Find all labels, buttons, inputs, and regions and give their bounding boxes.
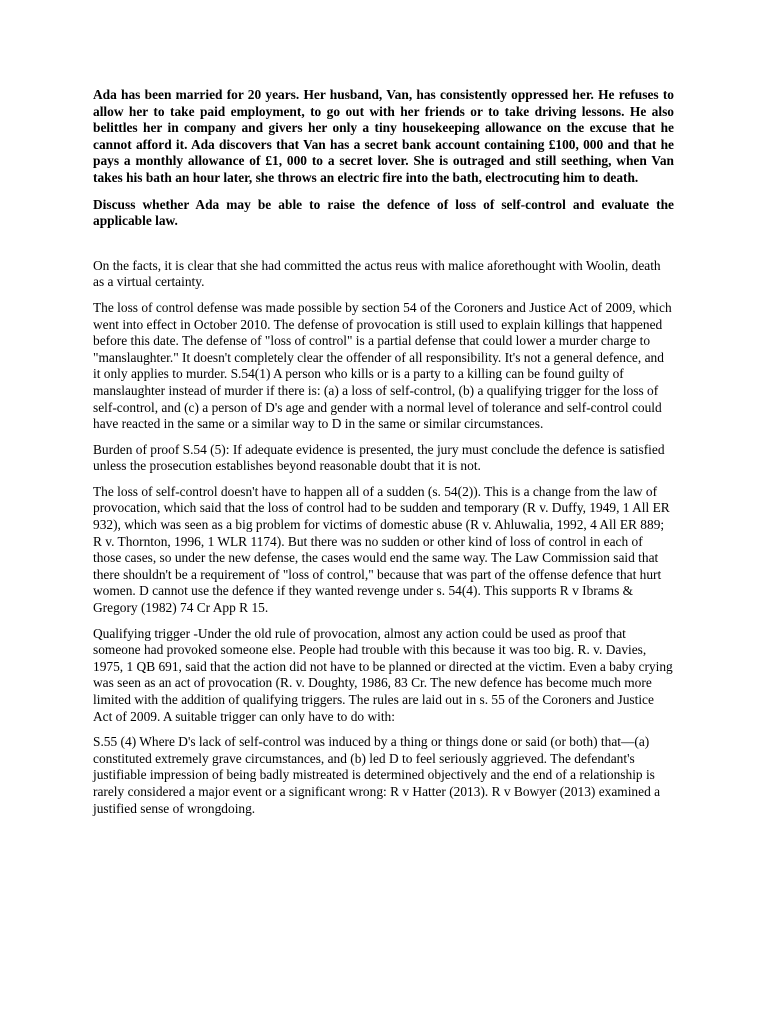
question-section bbox=[93, 87, 674, 230]
answer-paragraph-burden-of-proof: Burden of proof S.54 (5): If adequate evidence is presented, the jury must conclude the defence is satisfied unless the prosecution establishes beyond reasonable doubt that it is not. bbox=[93, 441, 665, 474]
answer-paragraph-intro: On the facts, it is clear that she had committed the actus reus with malice aforethought with Woolin, death as a virtual certainty. bbox=[93, 257, 661, 290]
answer-paragraph-s55-4: S.55 (4) Where D's lack of self-control was induced by a thing or things done or said (or both) that—(a) constituted extremely grave circumstances, and (b) led D to feel seriously aggrieved. The defendant's justifiable impression of being badly mistreated is determined objectively and the end of a relationship is rarely considered a major event or a significant wrong: R v Hatter (2013). R v Bowyer (2013) examined a justified sense of wrongdoing. bbox=[93, 734, 661, 816]
answer-paragraph-qualifying-trigger: Qualifying trigger -Under the old rule of provocation, almost any action could be used as proof that someone had provoked someone else. People had trouble with this because it was too big. R. v. Davies, 1975, 1 QB 691, said that the action did not have to be planned or directed at the victim. Even a baby crying was seen as an act of provocation (R. v. Doughty, 1986, 83 Cr. The new defence has become much more limited with the addition of qualifying triggers. The rules are laid out in s. 55 of the Coroners and Justice Act of 2009. A suitable trigger can only have to do with: bbox=[93, 625, 673, 724]
answer-paragraph-not-sudden: The loss of self-control doesn't have to happen all of a sudden (s. 54(2)). This is a change from the law of provocation, which said that the loss of control had to be sudden and temporary (R v. Duffy, 1949, 1 All ER 932), which was seen as a big problem for victims of domestic abuse (R v. Ahluwalia, 1992, 4 All ER 889; R v. Thornton, 1996, 1 WLR 1174). But there was no sudden or other kind of loss of control in each of those cases, so under the new defense, the cases would end the same way. The Law Commission said that there shouldn't be a requirement of "loss of control," because that was part of the offense defence that hurt women. D cannot use the defence if they wanted revenge under s. 54(4). This supports R v Ibrams & Gregory (1982) 74 Cr App R 15. bbox=[93, 483, 670, 616]
answer-paragraph-loss-of-control: The loss of control defense was made possible by section 54 of the Coroners and Justice Act of 2009, which went into effect in October 2010. The defense of provocation is still used to explain killings that happened before this date. The defense of "loss of control" is a partial defense that could lower a murder charge to "manslaughter." It doesn't completely clear the offender of all responsibility. It's not a general defence, and it only applies to murder. S.54(1) A person who kills or is a party to a killing can be found guilty of manslaughter instead of murder if there is: (a) a loss of self-control, (b) a qualifying trigger for the loss of self-control, and (c) a person of D's age and gender with a normal level of tolerance and self-control could have reacted in the same or a similar way to D in the same or similar circumstances. bbox=[93, 299, 672, 432]
question-scenario: Ada has been married for 20 years. Her husband, Van, has consistently oppressed her. He refuses to allow her to take paid employment, to go out with her friends or to take driving lessons. He also belittles her in company and givers her only a tiny housekeeping allowance on the excuse that he cannot afford it. Ada discovers that Van has a secret bank account containing £100, 000 and that he pays a monthly allowance of £1, 000 to a secret lover. She is outraged and still seething, when Van takes his bath an hour later, she throws an electric fire into the bath, electrocuting him to death. bbox=[93, 87, 674, 185]
answer-section bbox=[93, 258, 674, 817]
document-page bbox=[93, 87, 674, 826]
question-task: Discuss whether Ada may be able to raise the defence of loss of self-control and evaluate the applicable law. bbox=[93, 196, 674, 229]
